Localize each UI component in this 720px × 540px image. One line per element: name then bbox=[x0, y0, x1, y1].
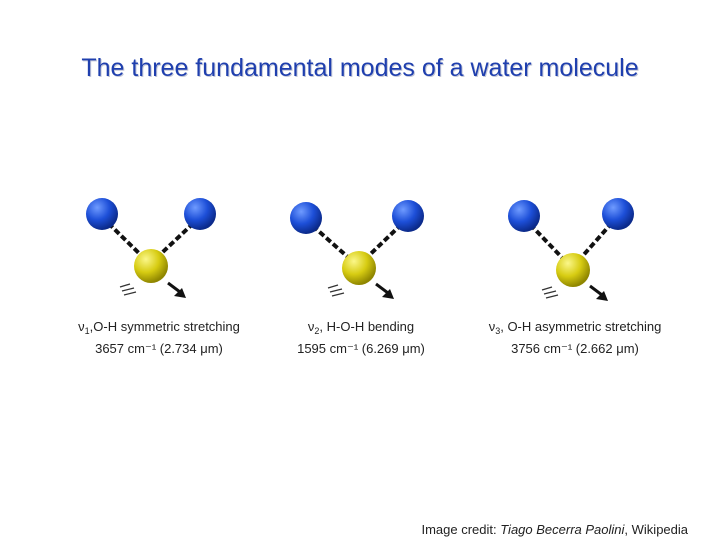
mode-index: 2 bbox=[314, 326, 320, 336]
credit-author: Tiago Becerra Paolini bbox=[500, 522, 625, 537]
mode-caption-2 bbox=[246, 318, 476, 357]
mode-name: H-O-H bending bbox=[326, 319, 415, 334]
mode-frequency: 3756 cm⁻¹ (2.662 μm) bbox=[511, 341, 639, 356]
separator: , bbox=[319, 319, 327, 334]
hydrogen-atom-right bbox=[602, 198, 634, 230]
water-molecule-asymmetric-stretch bbox=[500, 192, 640, 304]
mode-frequency: 3657 cm⁻¹ (2.734 μm) bbox=[95, 341, 223, 356]
motion-arrow-down-left bbox=[542, 287, 558, 298]
motion-arrow-down-left bbox=[120, 284, 136, 295]
image-credit bbox=[421, 522, 688, 537]
motion-arrow-down-right bbox=[168, 283, 186, 298]
mode-caption-1 bbox=[44, 318, 274, 357]
hydrogen-atom-right bbox=[392, 200, 424, 232]
mode-name-line bbox=[44, 318, 274, 340]
nu-symbol: ν bbox=[307, 319, 315, 334]
oxygen-atom bbox=[556, 253, 590, 287]
mode-index: 3 bbox=[495, 326, 501, 336]
hydrogen-atom-left bbox=[508, 200, 540, 232]
separator: , bbox=[89, 319, 94, 334]
oxygen-atom bbox=[134, 249, 168, 283]
mode-frequency: 1595 cm⁻¹ (6.269 μm) bbox=[297, 341, 425, 356]
mode-name: O-H asymmetric stretching bbox=[507, 319, 662, 334]
mode-name-line bbox=[460, 318, 690, 340]
credit-prefix: Image credit: bbox=[421, 522, 501, 537]
motion-arrow-down-left bbox=[328, 285, 344, 296]
hydrogen-atom-right bbox=[184, 198, 216, 230]
hydrogen-atom-left bbox=[290, 202, 322, 234]
mode-name: O-H symmetric stretching bbox=[93, 319, 240, 334]
credit-suffix: , Wikipedia bbox=[624, 522, 688, 537]
slide-title: The three fundamental modes of a water molecule bbox=[81, 54, 639, 82]
nu-symbol: ν bbox=[78, 319, 85, 334]
oxygen-atom bbox=[342, 251, 376, 285]
hydrogen-atom-left bbox=[86, 198, 118, 230]
mode-name-line bbox=[246, 318, 476, 340]
mode-index: 1 bbox=[84, 326, 90, 336]
motion-arrow-down-right bbox=[376, 284, 394, 299]
motion-arrow-down-right bbox=[590, 286, 608, 301]
water-molecule-bending bbox=[288, 192, 428, 304]
separator: , bbox=[500, 319, 508, 334]
nu-symbol: ν bbox=[488, 319, 496, 334]
mode-caption-3 bbox=[460, 318, 690, 357]
water-molecule-symmetric-stretch bbox=[80, 192, 220, 304]
